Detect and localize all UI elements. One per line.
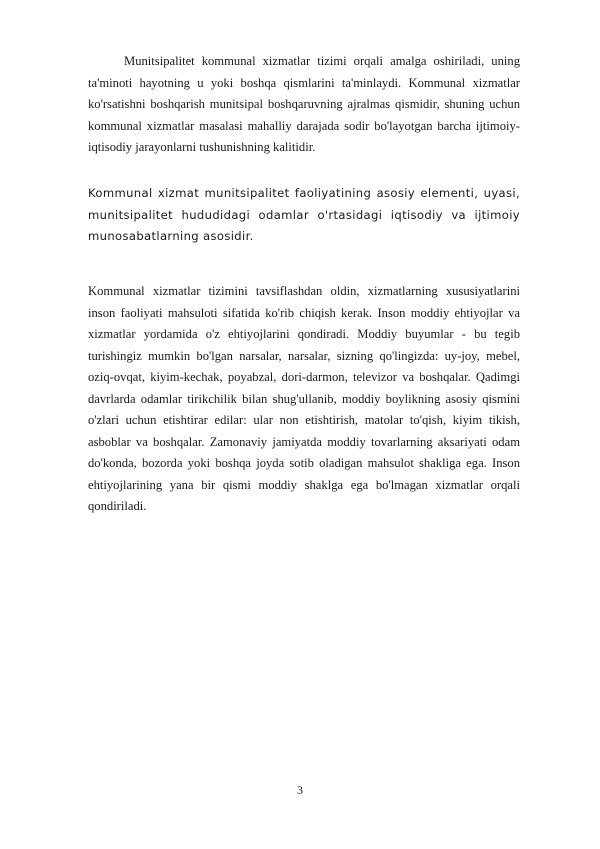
paragraph-1: Munitsipalitet kommunal xizmatlar tizimi orqali amalga oshiriladi, uning ta'minoti hayotning u yoki boshqa qismlarini ta'minlaydi. Kommunal xizmatlar ko'rsatishni boshqarish munitsipal boshqaruvning ajralmas qismidir, shuning uchun kommunal xizmatlar masalasi mahalliy darajada sodir bo'layotgan barcha ijtimoiy-iqtisodiy jarayonlarni tushunishning kalitidir. xyxy=(88,54,520,154)
page-number: 3 xyxy=(297,783,303,797)
paragraph-2: Kommunal xizmat munitsipalitet faoliyatining asosiy elementi, uyasi, munitsipalitet hududidagi odamlar o'rtasidagi iqtisodiy va ijtimoiy munosabatlarning asosidir. xyxy=(88,186,520,243)
paragraph-3: Kommunal xizmatlar tizimini tavsiflashdan oldin, xizmatlarning xususiyatlarini inson faoliyati mahsuloti sifatida ko'rib chiqish kerak. Inson moddiy ehtiyojlar va xizmatlar yordamida o'z ehtiyojlarini qondiradi. Moddiy buyumlar - bu tegib turishingiz mumkin bo'lgan narsalar, narsalar, sizning qo'lingizda: uy-joy, mebel, oziq-ovqat, kiyim-kechak, poyabzal, dori-darmon, televizor va boshqalar. Qadimgi davrlarda odamlar tirikchilik bilan shug'ullanib, moddiy boylikning asosiy qismini o'zlari uchun etishtirar edilar: ular non etishtirish, matolar to'qish, kiyim tikish, asboblar va boshqalar. Zamonaviy jamiyatda moddiy tovarlarning aksariyati odam do'konda, bozorda yoki boshqa joyda sotib oladigan mahsulot shakliga ega. Inson ehtiyojlarining yana bir qismi moddiy shaklga ega bo'lmagan xizmatlar orqali qondiriladi. xyxy=(88,284,520,513)
